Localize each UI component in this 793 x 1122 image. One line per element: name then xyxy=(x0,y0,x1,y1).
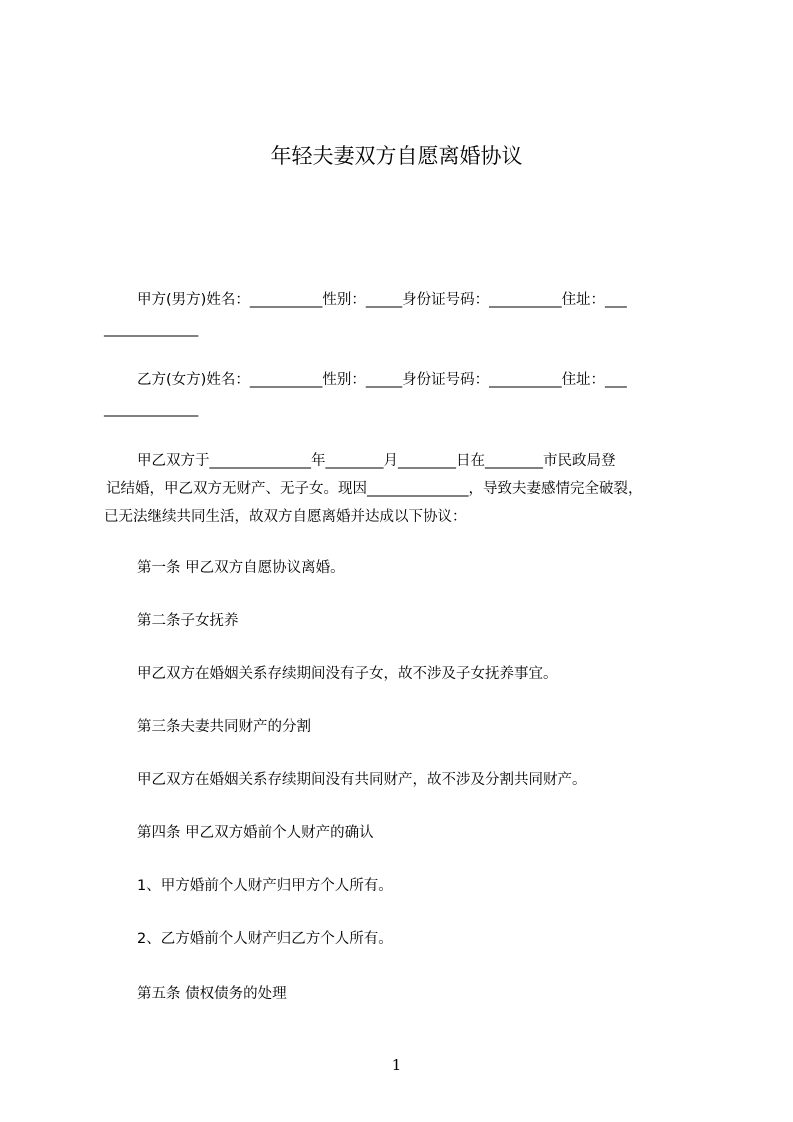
party-b-line-2: _____________ xyxy=(104,401,199,417)
article-4-item-1: 1、甲方婚前个人财产归甲方个人所有。 xyxy=(137,878,393,894)
article-4-heading: 第四条 甲乙双方婚前个人财产的确认 xyxy=(137,825,374,841)
article-1-heading: 第一条 甲乙双方自愿协议离婚。 xyxy=(137,560,345,576)
preamble-line-1: 甲乙双方于______________年________月________日在________市民政局登 xyxy=(137,453,616,469)
party-a-line-1: 甲方(男方)姓名：__________性别：_____身份证号码：__________住址：___ xyxy=(137,292,627,308)
party-a-line-2: _____________ xyxy=(104,321,199,337)
article-3-body: 甲乙双方在婚姻关系存续期间没有共同财产，故不涉及分割共同财产。 xyxy=(137,772,587,788)
preamble-line-2: 记结婚，甲乙双方无财产、无子女。现因______________，导致夫妻感情完全破裂， xyxy=(106,481,643,497)
page-number: 1 xyxy=(391,1056,402,1074)
article-2-heading: 第二条子女抚养 xyxy=(137,613,239,629)
article-3-heading: 第三条夫妻共同财产的分割 xyxy=(137,719,311,735)
party-b-line-1: 乙方(女方)姓名：__________性别：_____身份证号码：__________住址：___ xyxy=(137,372,627,388)
article-4-item-2: 2、乙方婚前个人财产归乙方个人所有。 xyxy=(137,931,393,947)
preamble-line-3: 已无法继续共同生活，故双方自愿离婚并达成以下协议： xyxy=(104,509,467,525)
document-title: 年轻夫妻双方自愿离婚协议 xyxy=(270,144,523,168)
article-2-body: 甲乙双方在婚姻关系存续期间没有子女，故不涉及子女抚养事宜。 xyxy=(137,666,558,682)
article-5-heading: 第五条 债权债务的处理 xyxy=(137,986,287,1002)
